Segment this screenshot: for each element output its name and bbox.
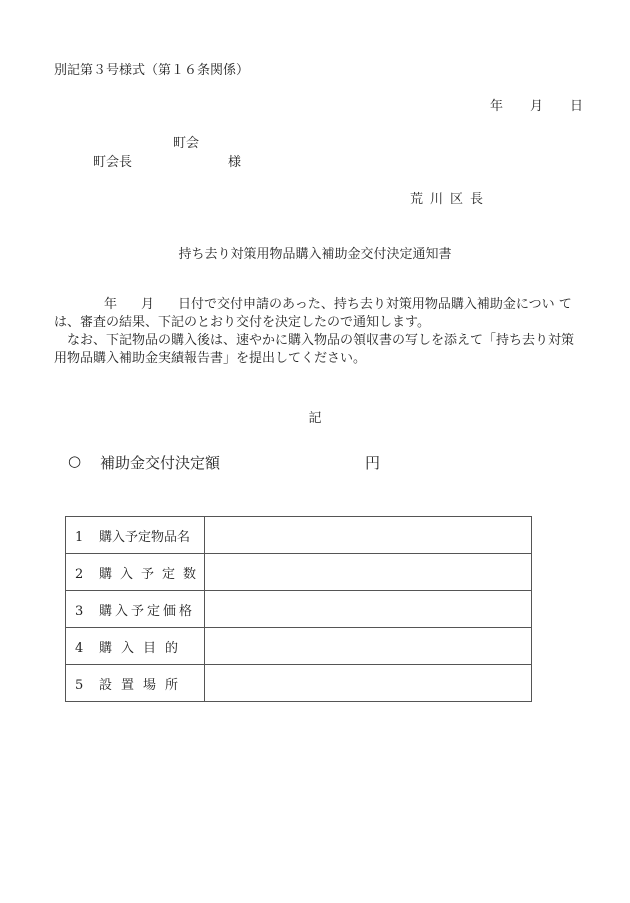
addressee-association: 町会	[173, 136, 200, 151]
grant-amount-unit: 円	[365, 454, 381, 472]
body-year: 年	[104, 297, 118, 312]
body-line-3	[54, 332, 594, 350]
table-row	[66, 591, 532, 628]
table-row	[66, 554, 532, 591]
body-line-1-text: 日付で交付申請のあった、持ち去り対策用物品購入補助金につい て	[178, 297, 572, 312]
date-month-label: 月	[530, 99, 544, 114]
document-title: 持ち去り対策用物品購入補助金交付決定通知書	[178, 247, 452, 262]
issuer-name: 荒川区長	[410, 192, 491, 207]
item-value-cell[interactable]	[205, 665, 532, 702]
date-year-label: 年	[490, 99, 504, 114]
table-row	[66, 517, 532, 554]
item-number: 5	[75, 677, 84, 693]
body-line-4: 用物品購入補助金実績報告書」を提出してください。	[54, 351, 367, 366]
item-value-cell[interactable]	[205, 628, 532, 665]
items-table	[65, 516, 532, 702]
form-number: 別記第３号様式（第１６条関係）	[54, 63, 250, 78]
table-row	[66, 665, 532, 702]
item-label-cell	[66, 554, 205, 591]
body-line-1	[54, 296, 594, 314]
addressee-honorific: 様	[228, 155, 242, 170]
item-value-cell[interactable]	[205, 591, 532, 628]
item-value-cell[interactable]	[205, 517, 532, 554]
item-number: 1	[75, 529, 84, 545]
notice-body	[54, 296, 594, 368]
item-value-cell[interactable]	[205, 554, 532, 591]
date-day-label: 日	[570, 99, 584, 114]
table-row	[66, 628, 532, 665]
item-label-cell	[66, 591, 205, 628]
item-label: 購入予定数	[99, 566, 205, 582]
ki-heading: 記	[308, 411, 322, 426]
item-label: 購入予定物品名	[99, 529, 191, 545]
item-label-cell	[66, 665, 205, 702]
body-line-3-text: なお、下記物品の購入後は、速やかに購入物品の領収書の写しを添えて「持ち去り対策	[67, 333, 575, 348]
item-label-cell	[66, 517, 205, 554]
body-line-2: は、審査の結果、下記のとおり交付を決定したので通知します。	[54, 315, 430, 330]
body-month: 月	[141, 297, 155, 312]
item-label-cell	[66, 628, 205, 665]
circle-bullet-icon: ○	[68, 452, 82, 470]
grant-amount-label: 補助金交付決定額	[100, 454, 221, 472]
addressee-chair: 町会長	[93, 155, 133, 170]
item-number: 3	[75, 603, 84, 619]
item-number: 2	[75, 566, 84, 582]
item-label: 設置場所	[99, 677, 188, 693]
item-label: 購入予定価格	[99, 603, 196, 619]
item-number: 4	[75, 640, 84, 656]
item-label: 購入目的	[99, 640, 188, 656]
